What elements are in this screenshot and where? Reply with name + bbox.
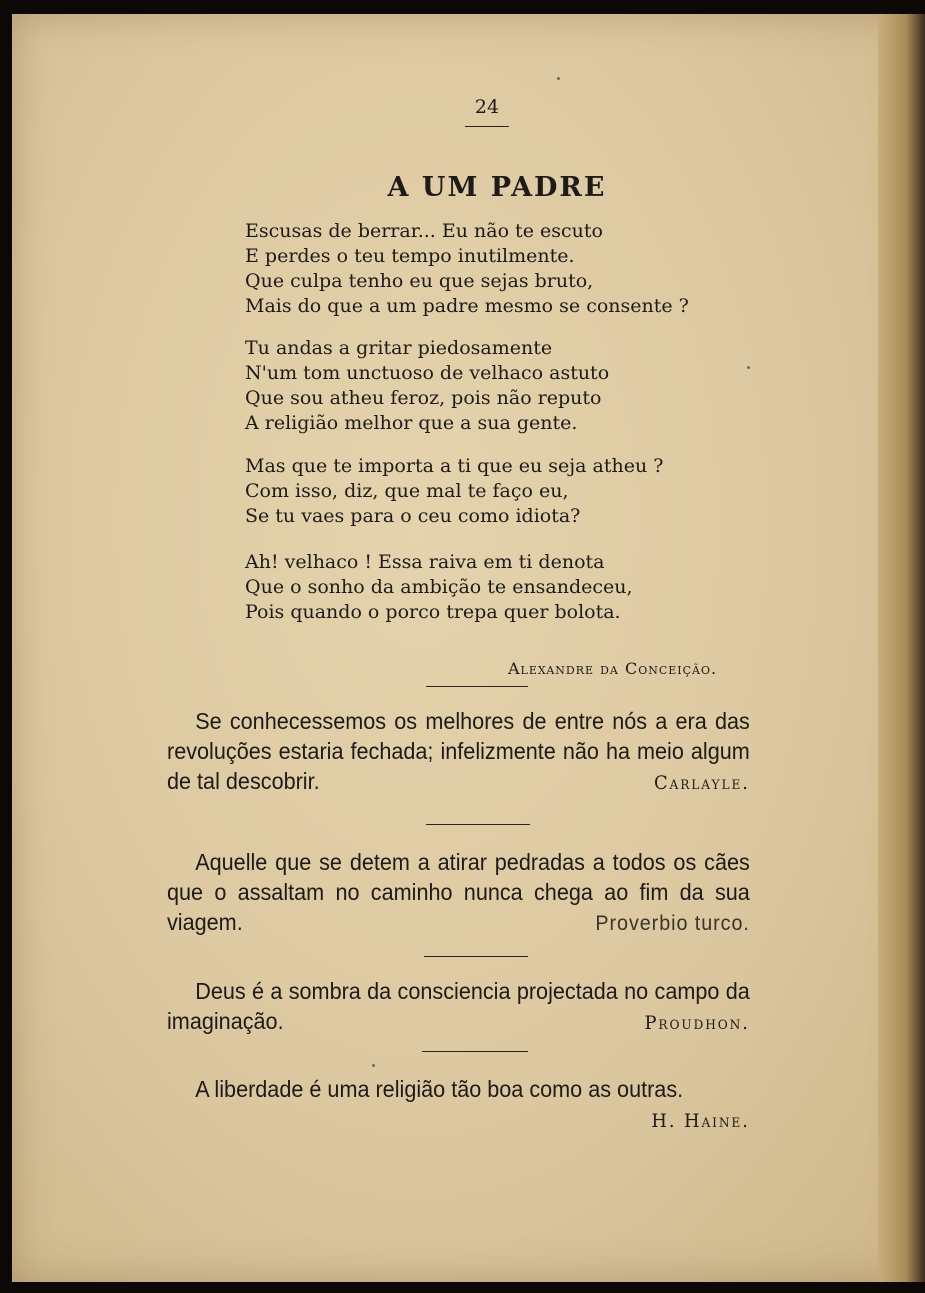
quote-text: Se conhecessemos os melhores de entre nós a era das revoluções estaria fechada; infelizmente não ha meio algum de tal descobrir. (167, 708, 750, 794)
poem-line: N'um tom unctuoso de velhaco astuto (245, 362, 610, 384)
quote-block (167, 1074, 750, 1136)
poem-line: Mas que te importa a ti que eu seja atheu ? (245, 455, 664, 477)
poem-line: Ah! velhaco ! Essa raiva em ti denota (245, 551, 605, 573)
poem-stanza-4 (245, 550, 633, 625)
poem-line: Tu andas a gritar piedosamente (245, 337, 553, 359)
quote-author: Proverbio turco. (595, 912, 750, 935)
poem-stanza-3 (245, 454, 663, 529)
quote-block (167, 706, 750, 798)
poem-line: A religião melhor que a sua gente. (245, 412, 578, 434)
quote-author: H. Haine. (651, 1110, 750, 1132)
page-number: 24 (474, 96, 500, 118)
separator-rule (426, 686, 528, 687)
poem-title: A UM PADRE (387, 172, 607, 203)
paper-speck (557, 77, 560, 80)
paper-speck (372, 1064, 375, 1067)
poem-line: E perdes o teu tempo inutilmente. (245, 245, 575, 267)
book-spine-edge (878, 14, 925, 1282)
poem-line: Com isso, diz, que mal te faço eu, (245, 480, 569, 502)
quote-block (167, 976, 750, 1038)
separator-rule (422, 1051, 528, 1052)
poem-line: Que o sonho da ambição te ensandeceu, (245, 576, 633, 598)
quote-author: Proudhon. (644, 1012, 750, 1034)
quote-text: A liberdade é uma religião tão boa como as outras. (195, 1076, 684, 1102)
paper-speck (747, 366, 750, 369)
book-page (12, 14, 912, 1282)
page-number-rule (465, 126, 509, 127)
separator-rule (424, 956, 528, 957)
poem-line: Escusas de berrar... Eu não te escuto (245, 220, 603, 242)
poem-line: Mais do que a um padre mesmo se consente ? (245, 295, 689, 317)
quote-block (167, 847, 750, 939)
poem-stanza-1 (245, 219, 689, 319)
quote-text: Aquelle que se detem a atirar pedradas a todos os cães que o assaltam no caminho nunca chega ao fim da sua viagem. (167, 849, 750, 935)
poem-stanza-2 (245, 336, 609, 436)
poem-line: Que sou atheu feroz, pois não reputo (245, 387, 602, 409)
separator-rule (426, 824, 530, 825)
quote-author: Carlayle. (653, 772, 750, 794)
poem-line: Que culpa tenho eu que sejas bruto, (245, 270, 594, 292)
poem-line: Pois quando o porco trepa quer bolota. (245, 601, 621, 623)
poem-author: Alexandre da Conceição. (508, 659, 718, 678)
quote-text: Deus é a sombra da consciencia projectada no campo da imaginação. (167, 978, 750, 1034)
poem-line: Se tu vaes para o ceu como idiota? (245, 505, 581, 527)
